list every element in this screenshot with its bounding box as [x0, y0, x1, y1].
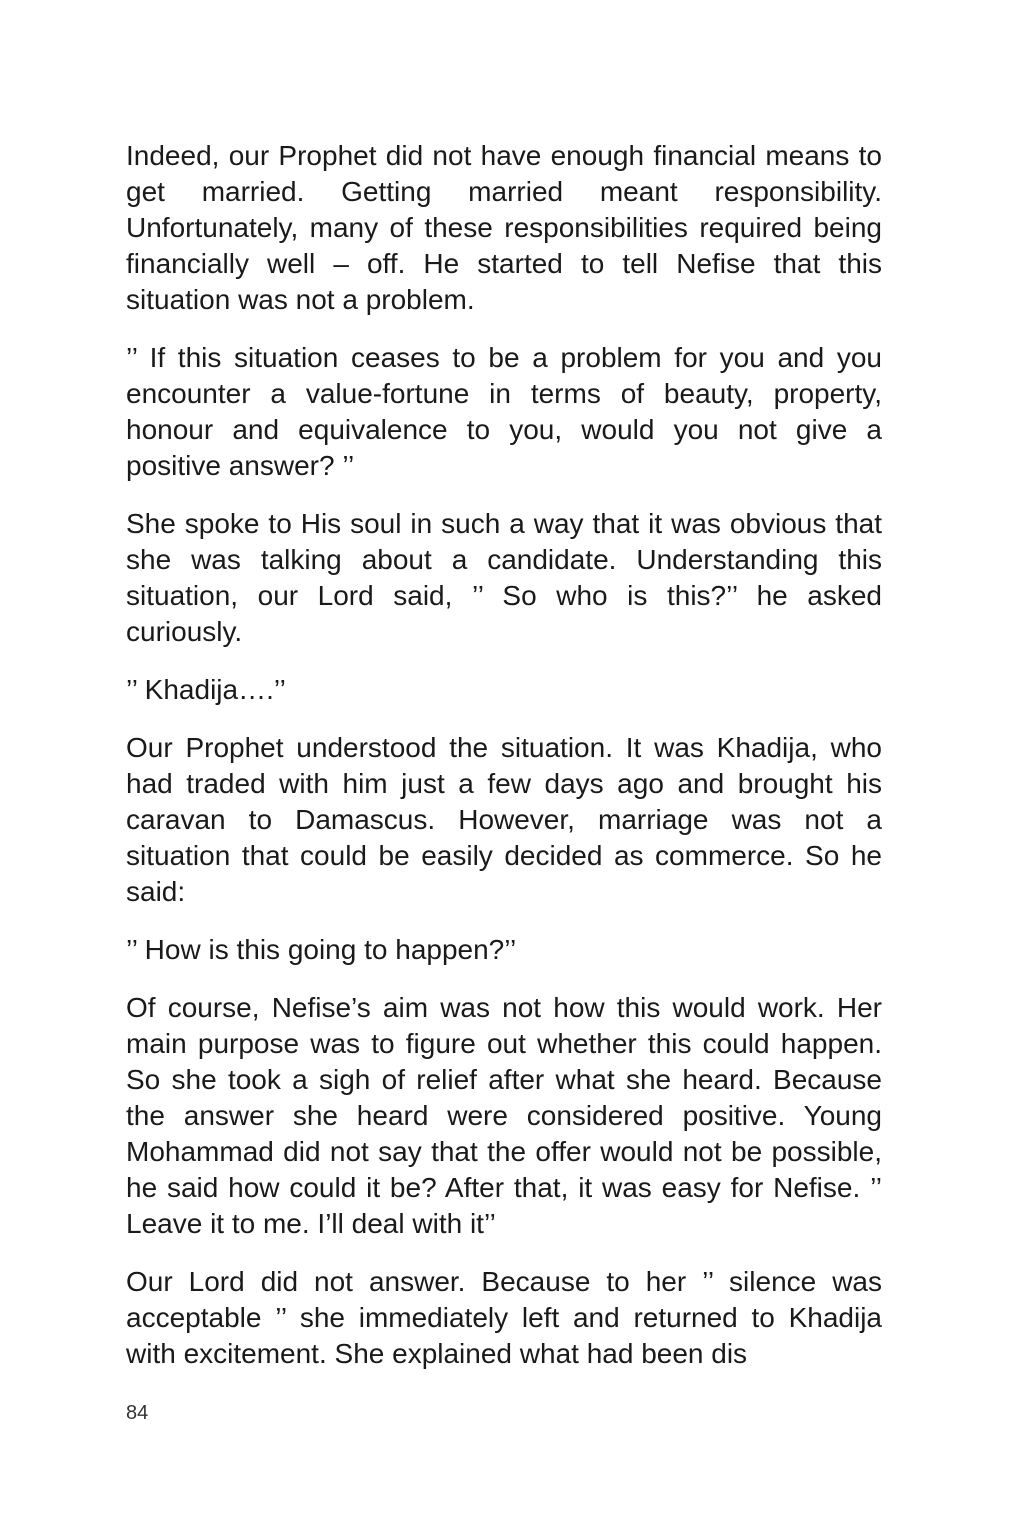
page-number: 84 [126, 1402, 149, 1424]
paragraph-8: Our Lord did not answer. Because to her ’’ silence was acceptable ’’ she immediately left and returned to Khadija with excitement. She explained what had been dis [126, 1266, 882, 1369]
paragraph-5: Our Prophet understood the situation. It was Khadija, who had traded with him just a few days ago and brought his caravan to Damascus. However, marriage was not a situation that could be easily decided as commerce. So he said: [126, 732, 882, 907]
paragraph-3: She spoke to His soul in such a way that it was obvious that she was talking about a candidate. Understanding this situation, our Lord said, ’’ So who is this?’’ he asked curiously. [126, 508, 882, 647]
body-text [126, 138, 882, 1394]
paragraph-1: Indeed, our Prophet did not have enough financial means to get married. Getting married meant responsibility. Unfortunately, many of these responsibilities required being financially well – off. He started to tell Nefise that this situation was not a problem. [126, 140, 882, 315]
paragraph-2: ’’ If this situation ceases to be a problem for you and you encounter a value-fortune in terms of beauty, property, honour and equivalence to you, would you not give a positive answer? ’’ [126, 342, 882, 481]
paragraph-6: ’’ How is this going to happen?’’ [126, 934, 517, 965]
paragraph-4: ’’ Khadija….’’ [126, 674, 286, 705]
paragraph-7: Of course, Nefise’s aim was not how this would work. Her main purpose was to figure out whether this could happen. So she took a sigh of relief after what she heard. Because the answer she heard were considered positive. Young Mohammad did not say that the offer would not be possible, he said how could it be? After that, it was easy for Nefise. ’’ Leave it to me. I’ll deal with it’’ [126, 992, 882, 1239]
